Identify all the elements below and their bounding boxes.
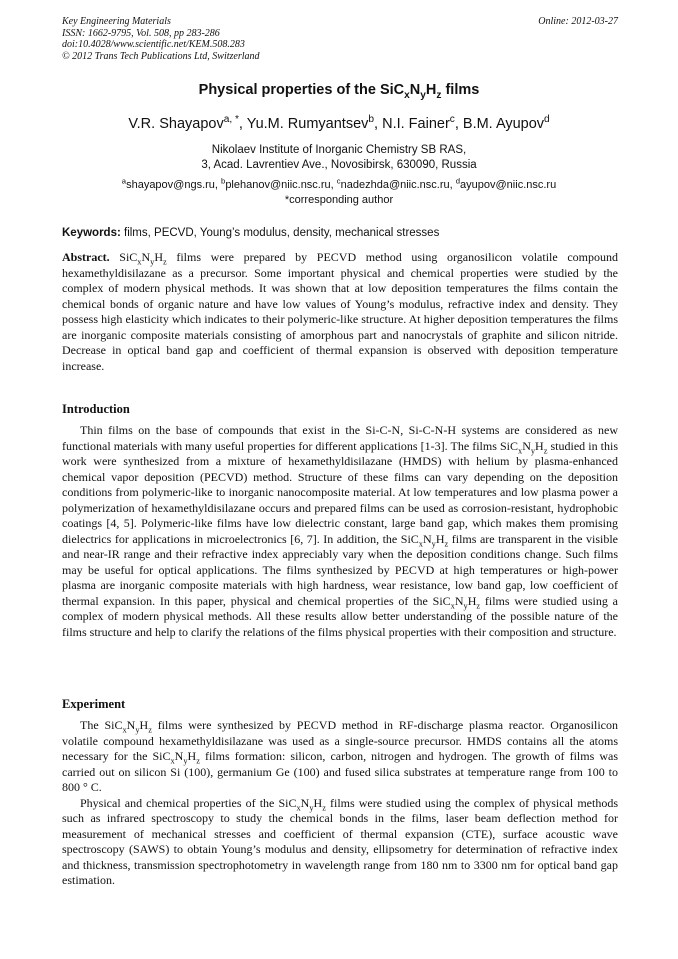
email-link[interactable]: plehanov@niic.nsc.ru xyxy=(225,179,331,191)
affiliation: Nikolaev Institute of Inorganic Chemistry SB RAS, 3, Acad. Lavrentiev Ave., Novosibirsk, 630090, Russia xyxy=(201,144,477,171)
abstract: Abstract. $SiC_xN_yH_z$ films were prepared by PECVD method using organosilicon volatile compound hexamethyldisilazane as a precursor. Some important physical and chemical properties were studied by the complex of modern physical methods. It was shown that at low deposition temperatures the films contain the chemical bonds of organic nature and have low values of Young’s modulus, refractive index and density. They possess high elasticity which indicates to their polymeric-like structure. At higher deposition temperatures the films are inorganic composite materials consisting of amorphous part and nanocrystals of graphite and silicon nitride. Decrease in optical band gap and coefficient of thermal expansion is observed with deposition temperature increase. xyxy=(62,250,618,373)
section-heading-introduction: Introduction xyxy=(62,402,130,416)
journal-header xyxy=(62,16,618,62)
author-list: V.R. Shayapov$^{a, *}$, Yu.M. Rumyantsev$^b$, N.I. Fainer$^c$, B.M. Ayupov$^d$ xyxy=(128,114,550,132)
email-link[interactable]: shayapov@ngs.ru xyxy=(126,179,215,191)
online-date: Online: 2012-03-27 xyxy=(538,16,618,27)
paper-title: Physical properties of the $SiC_xN_yH_z$ films xyxy=(198,82,480,101)
corresponding-note: *corresponding author xyxy=(284,194,394,206)
section-heading-experiment: Experiment xyxy=(62,697,126,711)
chemical-formula: $SiC_xN_yH_z$ xyxy=(119,250,167,267)
chemical-formula: $SiC_xN_yH_z$ xyxy=(152,749,200,766)
author-emails: $^a$shayapov@ngs.ru, $^b$plehanov@niic.nsc.ru, $^c$nadezhda@niic.nsc.ru, $^d$ayupov@niic.nsc.ru *corresponding author xyxy=(0,178,678,208)
author-name: Yu.M. Rumyantsev xyxy=(246,116,369,132)
chemical-formula: $SiC_xN_yH_z$ xyxy=(104,718,152,735)
introduction-text: Thin films on the base of compounds that exist in the Si-C-N, Si-C-N-H systems are considered as new functional materials with many useful properties for different applications [1-3]. The films $SiC_xN_yH_z$ studied in this work were synthesized from a mixture of hexamethyldisilazane (HMDS) with helium by plasma-enhanced chemical vapor deposition (PECVD) method. Structure of these films can vary depending on the deposition conditions from polymeric-like to inorganic nanocomposite material. At low temperatures and low plasma power a polymerization of hexamethyldisilazane occurs and prepared films can be used as corrosion-resistant, hydrophobic coatings [4, 5]. Polymeric-like films have low dielectric constant, large band gap, which makes them promising dielectrics for applications in microelectronics [6, 7]. In addition, the $SiC_xN_yH_z$ films are transparent in the visible and near-IR range and their refractive index appreciably vary when the deposition conditions change. Such films may be useful for optical applications. The films synthesized by PECVD at high temperatures or high-power plasma are inorganic composite materials with high hardness, wear resistance, low band gap, low coefficient of thermal expansion. In this paper, physical and chemical properties of the $SiC_xN_yH_z$ films were studied using a complex of modern physical methods. All these results allow better understanding of the possible nature of the films structure and help to clarify the relations of the films physical properties with their composition and structure. xyxy=(62,423,618,639)
doi-line: doi:10.4028/www.scientific.net/KEM.508.283 xyxy=(62,39,245,50)
author-name: N.I. Fainer xyxy=(382,116,450,132)
chemical-formula: $SiC_xN_yH_z$ xyxy=(499,438,548,455)
issn-line: ISSN: 1662-9795, Vol. 508, pp 283-286 xyxy=(62,27,220,39)
author-name: B.M. Ayupov xyxy=(462,116,545,132)
chemical-formula: $SiC_xN_yH_z$ xyxy=(278,795,326,812)
email-link[interactable]: nadezhda@niic.nsc.ru xyxy=(340,179,450,191)
author-name: V.R. Shayapov xyxy=(128,116,224,132)
chemical-formula: $SiC_xN_yH_z$ xyxy=(400,531,449,548)
experiment-text: The $SiC_xN_yH_z$ films were synthesized by PECVD method in RF-discharge plasma reactor. Organosilicon volatile compound hexamethyldisilazane was used as a single-source precursor. HMDS contains all the atoms necessary for the $SiC_xN_yH_z$ films formation: silicon, carbon, nitrogen and hydrogen. The growth of films was carried out on silicon Si (100), germanium Ge (100) and fused silica substrates at temperature range from 100 to 800 ° C. Physical and chemical properties of the $SiC_xN_yH_z$ films were studied using the complex of physical methods such as infrared spectroscopy to study the chemical bonds in the films, laser beam deflection method for measurement of mechanical stresses and coefficient of thermal expansion (CTE), surface acoustic wave spectroscopy (SAWS) to obtain Young’s modulus and density, ellipsometry for determination of refractive index and thickness, transmission spectrophotometry in wavelength range from 180 nm to 3300 nm for optical band gap estimation. xyxy=(62,718,619,887)
keywords: Keywords: films, PECVD, Young’s modulus, density, mechanical stresses xyxy=(62,227,440,239)
journal-name: Key Engineering Materials xyxy=(62,16,171,27)
copyright-line: © 2012 Trans Tech Publications Ltd, Switzerland xyxy=(62,50,260,62)
chemical-formula: $SiC_xN_yH_z$ xyxy=(432,593,481,610)
email-link[interactable]: ayupov@niic.nsc.ru xyxy=(460,179,557,191)
